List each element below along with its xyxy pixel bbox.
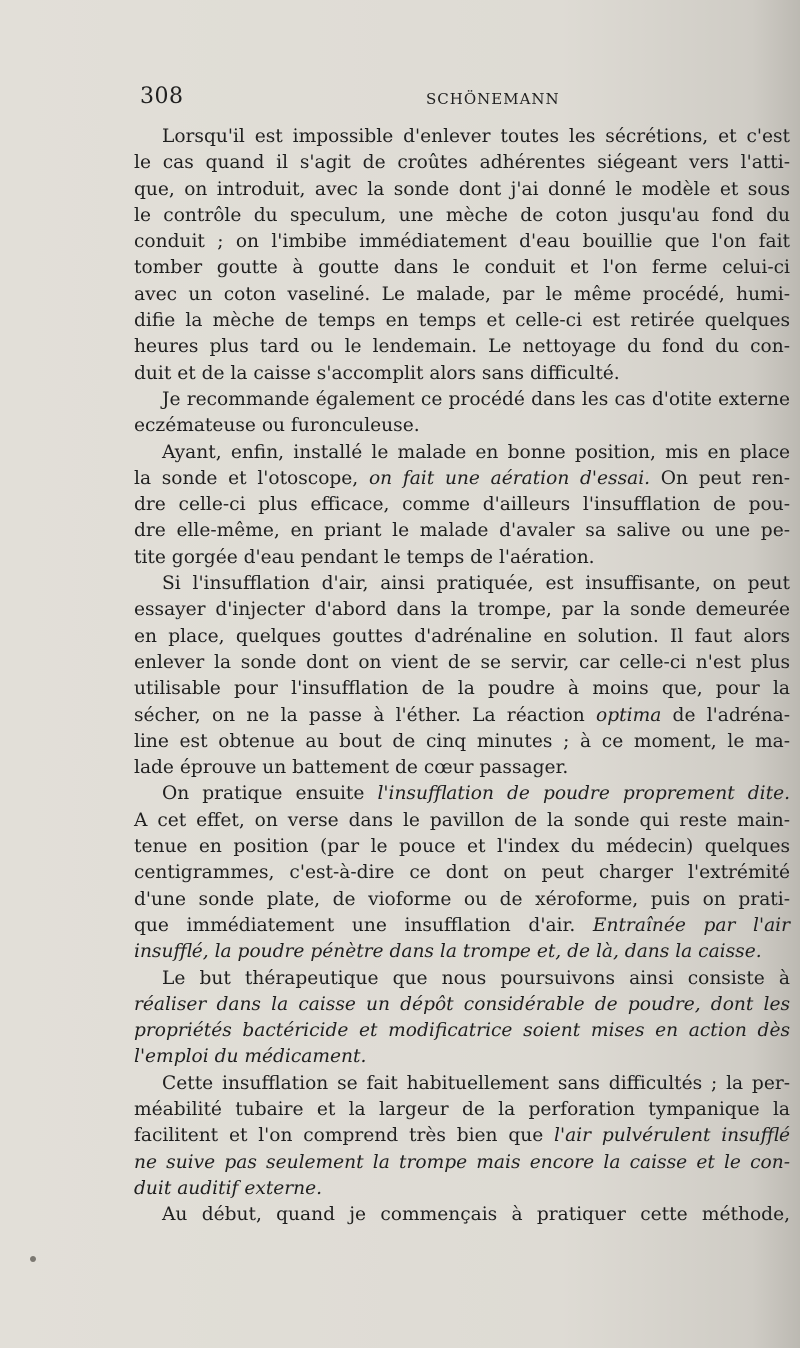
text-line: Je recommande également ce procédé dans les cas d'otite externe — [162, 388, 790, 410]
text-line: lade éprouve un battement de cœur passager. — [134, 757, 569, 779]
text-line: conduit ; on l'imbibe immédiatement d'eau bouillie que l'on fait — [134, 231, 790, 253]
text-line: line est obtenue au bout de cinq minutes ; à ce moment, le ma- — [134, 730, 790, 752]
text-line: enlever la sonde dont on vient de se servir, car celle-ci n'est plus — [134, 651, 790, 673]
text-line: méabilité tubaire et la largeur de la perforation tympanique la — [134, 1098, 790, 1120]
text-line: insufflé, la poudre pénètre dans la trompe et, de là, dans la caisse. — [134, 941, 762, 963]
text-line: dre elle-même, en priant le malade d'avaler sa salive ou une pe- — [134, 520, 790, 542]
text-line: A cet effet, on verse dans le pavillon de la sonde qui reste main- — [134, 809, 790, 831]
italic-phrase: optima — [596, 704, 662, 726]
text-line: heures plus tard ou le lendemain. Le nettoyage du fond du con- — [134, 336, 790, 358]
running-head: SCHÖNEMANN — [426, 90, 560, 108]
text-line: tenue en position (par le pouce et l'index du médecin) quelques — [134, 836, 790, 858]
text-line: que, on introduit, avec la sonde dont j'ai donné le modèle et sous — [134, 178, 790, 200]
italic-phrase: on fait une aération d'essai. — [368, 467, 651, 489]
text-line: l'emploi du médicament. — [134, 1046, 367, 1068]
text-line: avec un coton vaseliné. Le malade, par le même procédé, humi- — [134, 283, 790, 305]
text-line: duit et de la caisse s'accomplit alors sans difficulté. — [134, 362, 620, 384]
text-line: essayer d'injecter d'abord dans la trompe, par la sonde demeurée — [134, 599, 790, 621]
page-header — [140, 84, 790, 114]
text-line: tite gorgée d'eau pendant le temps de l'aération. — [134, 546, 595, 568]
body-text — [134, 124, 790, 1228]
text-line: réaliser dans la caisse un dépôt considérable de poudre, dont les — [134, 993, 790, 1015]
italic-phrase: l'insufflation de poudre proprement dite. — [377, 783, 791, 805]
italic-phrase: Entraînée par l'air — [592, 914, 790, 936]
text-line: Au début, quand je commençais à pratiquer cette méthode, — [162, 1204, 790, 1226]
text-line: eczémateuse ou furonculeuse. — [134, 415, 420, 437]
italic-phrase: l'air pulvérulent insufflé — [554, 1125, 790, 1147]
text-line: sécher, on ne la passe à l'éther. La réaction optima de l'adréna- — [134, 704, 790, 726]
text-line: On pratique ensuite l'insufflation de poudre proprement dite. — [162, 783, 791, 805]
text-line: duit auditif externe. — [134, 1177, 323, 1199]
page-number: 308 — [140, 84, 184, 109]
text-line: Cette insufflation se fait habituellement sans difficultés ; la per- — [162, 1072, 790, 1094]
text-line: que immédiatement une insufflation d'air. Entraînée par l'air — [134, 914, 790, 936]
text-line: Le but thérapeutique que nous poursuivons ainsi consiste à — [162, 967, 790, 989]
text-line: propriétés bactéricide et modificatrice soient mises en action dès — [134, 1020, 790, 1042]
text-line: centigrammes, c'est-à-dire ce dont on peut charger l'extrémité — [134, 862, 790, 884]
text-line: facilitent et l'on comprend très bien que l'air pulvérulent insufflé — [134, 1125, 790, 1147]
text-line: ne suive pas seulement la trompe mais encore la caisse et le con- — [134, 1151, 790, 1173]
text-line: Lorsqu'il est impossible d'enlever toutes les sécrétions, et c'est — [162, 126, 790, 147]
ink-spot — [30, 1256, 36, 1262]
text-line: utilisable pour l'insufflation de la poudre à moins que, pour la — [134, 678, 790, 700]
text-line: le cas quand il s'agit de croûtes adhérentes siégeant vers l'atti- — [134, 152, 790, 174]
text-line: d'une sonde plate, de vioforme ou de xéroforme, puis on prati- — [134, 888, 790, 910]
text-line: Ayant, enfin, installé le malade en bonne position, mis en place — [162, 441, 790, 463]
text-line: difie la mèche de temps en temps et celle-ci est retirée quelques — [134, 310, 790, 332]
text-line: la sonde et l'otoscope, on fait une aération d'essai. On peut ren- — [134, 467, 790, 489]
text-line: tomber goutte à goutte dans le conduit et l'on ferme celui-ci — [134, 257, 790, 279]
text-line: en place, quelques gouttes d'adrénaline en solution. Il faut alors — [134, 625, 790, 647]
text-line: dre celle-ci plus efficace, comme d'ailleurs l'insufflation de pou- — [134, 494, 790, 516]
text-line: le contrôle du speculum, une mèche de coton jusqu'au fond du — [134, 204, 790, 226]
text-line: Si l'insufflation d'air, ainsi pratiquée, est insuffisante, on peut — [162, 573, 790, 595]
